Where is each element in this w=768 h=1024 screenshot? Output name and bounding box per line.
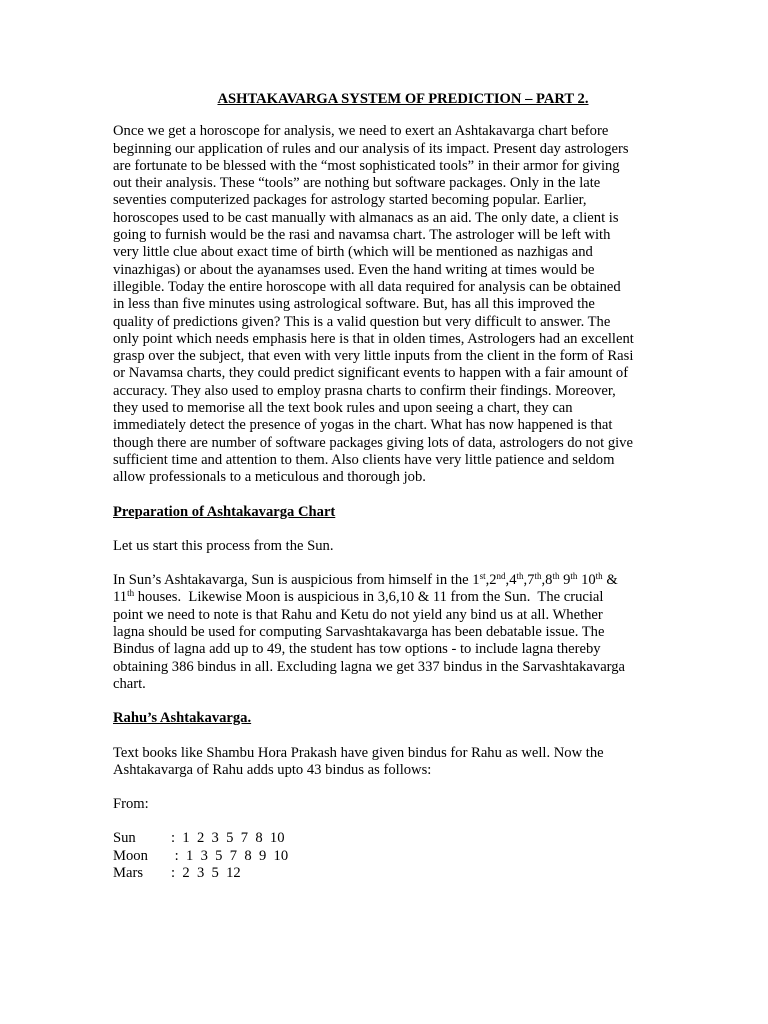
house-number: 1	[472, 572, 480, 589]
section-heading-rahu: Rahu’s Ashtakavarga.	[113, 710, 252, 727]
ordinal-suffix: th	[552, 571, 560, 582]
intro-line: they used to memorise all the text book rules and upon seeing a chart, they can	[113, 400, 573, 417]
ordinal-suffix: th	[570, 571, 578, 582]
bindus-row	[113, 865, 653, 882]
rahu-paragraph	[113, 745, 653, 780]
bindu-values: : 2 3 5 12	[171, 864, 241, 881]
intro-line: going to furnish would be the rasi and navamsa chart. The astrologer will be left with	[113, 227, 611, 244]
planet-name: Mars	[113, 864, 143, 881]
house-number: 4	[509, 572, 517, 589]
ordinal-suffix: th	[516, 571, 524, 582]
body-line: Ashtakavarga of Rahu adds upto 43 bindus as follows:	[113, 761, 432, 778]
document-title: ASHTAKAVARGA SYSTEM OF PREDICTION – PART 2.	[217, 91, 589, 107]
house-number: 11	[113, 589, 128, 606]
intro-line: vinazhigas) or about the ayanamses used. Even the hand writing at times would be	[113, 261, 595, 278]
bindus-table	[113, 830, 653, 882]
sun-ashtakavarga-paragraph	[113, 572, 653, 693]
ordinal-suffix: nd	[496, 571, 506, 582]
lead-paragraph: Let us start this process from the Sun.	[113, 537, 334, 554]
house-number: 7	[527, 572, 535, 589]
intro-line: in less than five minutes using astrological software. But, has all this improved the	[113, 296, 595, 313]
section-heading-preparation: Preparation of Ashtakavarga Chart	[113, 503, 336, 520]
intro-line: grasp over the subject, that even with very little inputs from the client in the form of Rasi	[113, 348, 634, 365]
houses-line-suffix: &	[602, 572, 618, 589]
separator: ,	[523, 572, 528, 589]
intro-line: or Navamsa charts, they could predict significant events to happen with a fair amount of	[113, 365, 629, 382]
body-line: obtaining 386 bindus in all. Excluding lagna we get 337 bindus in the Sarvashtakavarga	[113, 658, 626, 675]
separator: ,	[505, 572, 510, 589]
bindus-row	[113, 830, 653, 847]
intro-paragraph	[113, 123, 653, 486]
houses-line-2-text: houses. Likewise Moon is auspicious in 3,6,10 & 11 from the Sun. The crucial	[134, 589, 604, 606]
planet-name: Moon	[113, 847, 148, 864]
intro-line: beginning our application of rules and our analysis of its impact. Present day astrologers	[113, 140, 629, 157]
intro-line: sufficient time and attention to them. Also clients have very little patience and seldom	[113, 451, 615, 468]
ordinal-suffix: th	[534, 571, 542, 582]
body-line: chart.	[113, 675, 146, 692]
body-line: point we need to note is that Rahu and Ketu do not yield any bind us at all. Whether	[113, 606, 603, 623]
bindu-values: : 1 3 5 7 8 9 10	[171, 847, 289, 864]
bindus-row	[113, 848, 653, 865]
intro-line: Once we get a horoscope for analysis, we need to exert an Ashtakavarga chart before	[113, 123, 609, 140]
house-number: 2	[489, 572, 497, 589]
intro-line: out their analysis. These “tools” are nothing but software packages. Only in the late	[113, 175, 601, 192]
house-number: 10	[581, 572, 596, 589]
intro-line: immediately detect the presence of yogas in the chart. What has now happened is that	[113, 417, 613, 434]
body-line: lagna should be used for computing Sarvashtakavarga has been debatable issue. The	[113, 624, 605, 641]
intro-line: quality of predictions given? This is a valid question but very difficult to answer. The	[113, 313, 611, 330]
bindu-values: : 1 2 3 5 7 8 10	[171, 830, 285, 847]
houses-line-prefix: In Sun’s Ashtakavarga, Sun is auspicious from himself in the	[113, 572, 473, 589]
planet-name: Sun	[113, 830, 136, 847]
houses-line-2	[113, 589, 653, 606]
ordinal-suffix: st	[479, 571, 486, 582]
separator: ,	[541, 572, 546, 589]
ordinal-suffix: th	[595, 571, 603, 582]
intro-line: are fortunate to be blessed with the “most sophisticated tools” in their armor for giving	[113, 157, 620, 174]
house-number: 9	[563, 572, 571, 589]
intro-line: accuracy. They also used to employ prasna charts to confirm their findings. Moreover,	[113, 382, 616, 399]
intro-line: very little clue about exact time of birth (which will be mentioned as nazhigas and	[113, 244, 593, 261]
body-line: Text books like Shambu Hora Prakash have given bindus for Rahu as well. Now the	[113, 744, 604, 761]
house-number: 8	[545, 572, 553, 589]
intro-line: illegible. Today the entire horoscope with all data required for analysis can be obtained	[113, 278, 621, 295]
intro-line: though there are number of software packages giving lots of data, astrologers do not give	[113, 434, 633, 451]
intro-line: allow professionals to a meticulous and thorough job.	[113, 469, 426, 486]
document-body	[113, 91, 653, 882]
intro-line: horoscopes used to be cast manually with almanacs as an aid. The only date, a client is	[113, 209, 619, 226]
separator: ,	[485, 572, 490, 589]
body-line: Bindus of lagna add up to 49, the student has tow options - to include lagna thereby	[113, 641, 601, 658]
ordinal-suffix: th	[127, 588, 135, 599]
intro-line: seventies computerized packages for astrology started becoming popular. Earlier,	[113, 192, 587, 209]
intro-line: only point which needs emphasis here is that in olden times, Astrologers had an excellent	[113, 330, 634, 347]
houses-line	[113, 572, 653, 589]
from-label: From:	[113, 796, 149, 813]
